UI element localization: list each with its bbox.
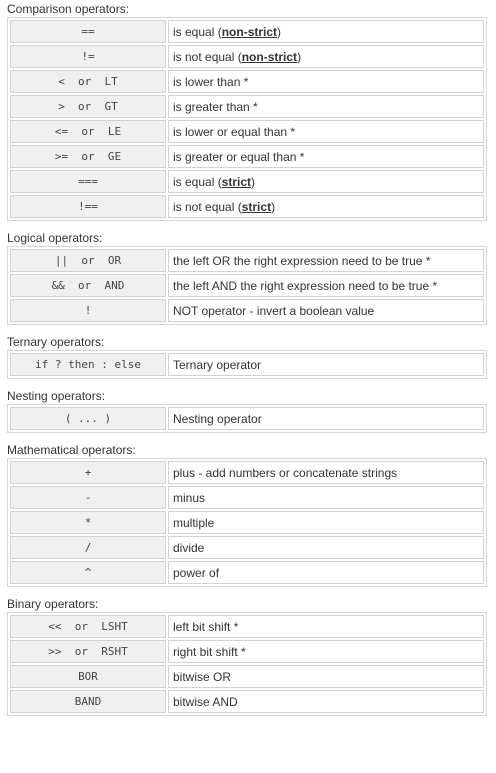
description-text: the left AND the right expression need to be true * [173,278,438,293]
description-text: is greater or equal than * [173,149,305,164]
description-cell [168,120,484,143]
operator-section [7,231,488,325]
description-text: is equal ( [173,174,222,189]
table-row [10,511,484,534]
operator-cell: < or LT [10,70,166,93]
description-cell [168,353,484,376]
operator-cell: != [10,45,166,68]
table-row [10,70,484,93]
operator-cell: + [10,461,166,484]
section-title: Logical operators: [7,231,103,245]
table-row [10,561,484,584]
description-text: divide [173,540,205,555]
description-cell [168,299,484,322]
description-cell [168,561,484,584]
operator-table [7,350,487,379]
table-row [10,120,484,143]
operator-cell: / [10,536,166,559]
operator-cell: >= or GE [10,145,166,168]
description-cell [168,690,484,713]
description-tail: ) [297,49,302,64]
operator-cell: === [10,170,166,193]
table-row [10,170,484,193]
operator-table [7,612,487,716]
table-row [10,486,484,509]
operator-cell: || or OR [10,249,166,272]
table-row [10,461,484,484]
description-text: power of [173,565,220,580]
section-title: Binary operators: [7,597,99,611]
operator-cell: && or AND [10,274,166,297]
description-text: multiple [173,515,215,530]
operator-cell: - [10,486,166,509]
operator-cell: ( ... ) [10,407,166,430]
table-row [10,353,484,376]
operator-cell: << or LSHT [10,615,166,638]
description-tail: ) [277,24,282,39]
operator-section [7,597,488,716]
description-cell [168,45,484,68]
table-row [10,536,484,559]
description-cell [168,95,484,118]
table-row [10,145,484,168]
description-tail: ) [271,199,276,214]
operator-cell: == [10,20,166,43]
description-text: right bit shift * [173,644,246,659]
description-text: plus - add numbers or concatenate strings [173,465,398,480]
operator-cell: ^ [10,561,166,584]
operator-cell: ! [10,299,166,322]
description-cell [168,70,484,93]
operator-cell: BOR [10,665,166,688]
description-text: is greater than * [173,99,258,114]
section-title: Nesting operators: [7,389,106,403]
description-text: is not equal ( [173,49,242,64]
description-text: bitwise AND [173,694,238,709]
description-text: the left OR the right expression need to be true * [173,253,431,268]
operator-section [7,335,488,379]
table-row [10,615,484,638]
operator-table [7,404,487,433]
table-row [10,274,484,297]
description-cell [168,407,484,430]
description-cell [168,20,484,43]
description-cell [168,536,484,559]
table-row [10,407,484,430]
description-text: is lower or equal than * [173,124,296,139]
description-text: Ternary operator [173,357,262,372]
description-cell [168,486,484,509]
description-cell [168,145,484,168]
operator-cell: <= or LE [10,120,166,143]
table-row [10,195,484,218]
operator-cell: !== [10,195,166,218]
description-cell [168,170,484,193]
operator-cell: >> or RSHT [10,640,166,663]
section-title: Ternary operators: [7,335,105,349]
table-row [10,95,484,118]
operator-section [7,443,488,587]
table-row [10,20,484,43]
table-row [10,690,484,713]
operator-cell: > or GT [10,95,166,118]
description-cell [168,640,484,663]
description-text: minus [173,490,206,505]
table-row [10,299,484,322]
strictness-label: strict [221,174,252,189]
operator-section [7,389,488,433]
strictness-label: non-strict [221,24,278,39]
table-row [10,249,484,272]
description-text: is equal ( [173,24,222,39]
table-row [10,665,484,688]
description-cell [168,461,484,484]
description-tail: ) [251,174,256,189]
operator-section [7,2,488,221]
description-text: Nesting operator [173,411,262,426]
operator-cell: BAND [10,690,166,713]
description-cell [168,615,484,638]
operator-cell: * [10,511,166,534]
description-cell [168,511,484,534]
table-row [10,45,484,68]
operator-table [7,246,487,325]
description-cell [168,274,484,297]
section-title: Comparison operators: [7,2,130,16]
operator-cell: if ? then : else [10,353,166,376]
description-text: NOT operator - invert a boolean value [173,303,375,318]
description-text: left bit shift * [173,619,239,634]
description-cell [168,249,484,272]
operator-table [7,17,487,221]
table-row [10,640,484,663]
description-cell [168,665,484,688]
operator-table [7,458,487,587]
description-text: is lower than * [173,74,249,89]
section-title: Mathematical operators: [7,443,136,457]
strictness-label: strict [241,199,272,214]
strictness-label: non-strict [241,49,298,64]
description-text: bitwise OR [173,669,232,684]
description-cell [168,195,484,218]
description-text: is not equal ( [173,199,242,214]
